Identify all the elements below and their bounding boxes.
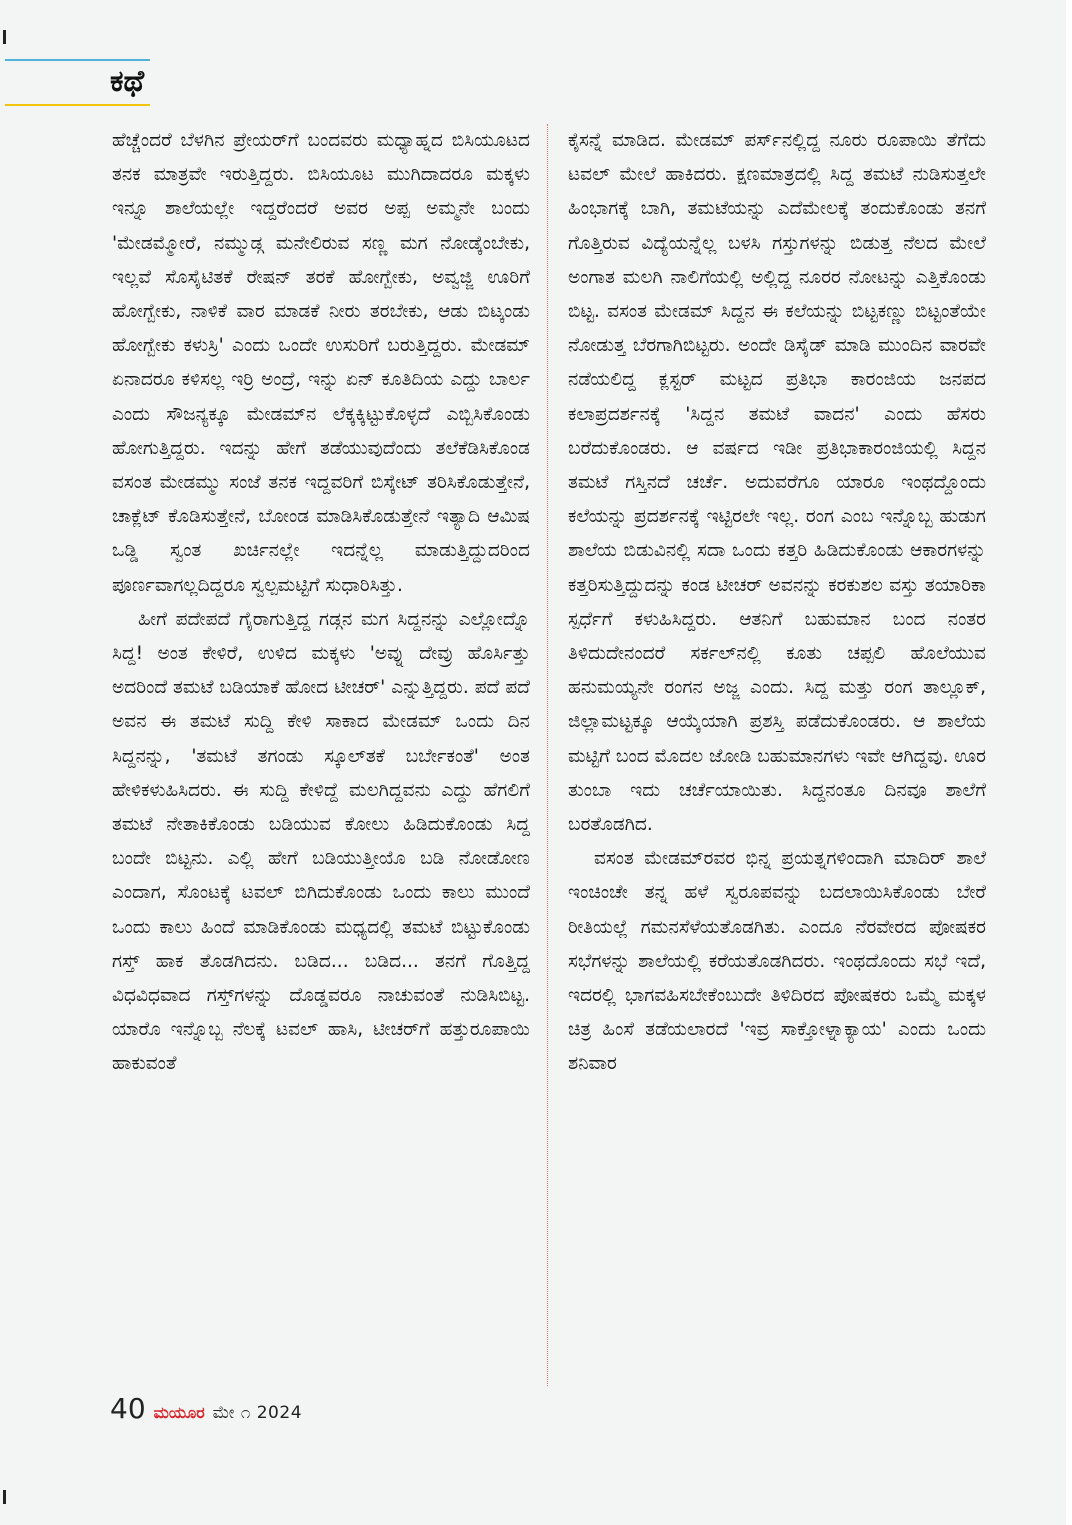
page-footer (110, 1392, 302, 1426)
paragraph: ವಸಂತ ಮೇಡಮ್‌ರವರ ಭಿನ್ನ ಪ್ರಯತ್ನಗಳಿಂದಾಗಿ ಮಾದಿರ್ ಶಾಲೆ ಇಂಚಿಂಚೇ ತನ್ನ ಹಳೆ ಸ್ವರೂಪವನ್ನು ಬದಲಾಯಿಸಿಕೊಂಡು ಬೇರೆ ರೀತಿಯಲ್ಲೆ ಗಮನಸೆಳೆಯತೊಡಗಿತು. ಎಂದೂ ನೆರವೇರದ ಪೋಷಕರ ಸಭೆಗಳನ್ನು ಶಾಲೆಯಲ್ಲಿ ಕರೆಯತೊಡಗಿದರು. ಇಂಥದೊಂದು ಸಭೆ ಇದೆ, ಇದರಲ್ಲಿ ಭಾಗವಹಿಸಬೇಕೆಂಬುದೇ ತಿಳಿದಿರದ ಪೋಷಕರು ಒಮ್ಮೆ ಮಕ್ಕಳ ಚಿತ್ರ ಹಿಂಸೆ ತಡೆಯಲಾರದೆ 'ಇವ್ರ ಸಾಕ್ತೋಳ್ನಾಕ್ಯಾಯ' ಎಂದು ಒಂದು ಶನಿವಾರ (568, 848, 986, 1075)
paragraph: ಹೆಚ್ಚೆಂದರೆ ಬೆಳಗಿನ ಪ್ರೇಯರ್‌ಗೆ ಬಂದವರು ಮಧ್ಯಾಹ್ನದ ಬಿಸಿಯೂಟದ ತನಕ ಮಾತ್ರವೇ ಇರುತ್ತಿದ್ದರು. ಬಿಸಿಯೂಟ ಮುಗಿದಾದರೂ ಮಕ್ಕಳು ಇನ್ನೂ ಶಾಲೆಯಲ್ಲೇ ಇದ್ದರೆಂದರೆ ಅವರ ಅಪ್ಪ ಅಮ್ಮನೇ ಬಂದು 'ಮೇಡಮ್ಮೋರೆ, ನಮ್ಮುಡ್ಗ ಮನೇಲಿರುವ ಸಣ್ಣ ಮಗ ನೋಡ್ಕೆಂಬೇಕು, ಇಲ್ಲವೆ ಸೊಸೈಟಿತಕೆ ರೇಷನ್ ತರಕೆ ಹೋಗ್ಬೇಕು, ಅವ್ವಜ್ಜಿ ಊರಿಗೆ ಹೋಗ್ಬೇಕು, ನಾಳಿಕೆ ವಾರ ಮಾಡಕೆ ನೀರು ತರಬೇಕು, ಆಡು ಬಿಟ್ಕಂಡು ಹೋಗ್ಬೇಕು ಕಳುಸ್ರಿ' ಎಂದು ಒಂದೇ ಉಸುರಿಗೆ ಬರುತ್ತಿದ್ದರು. ಮೇಡಮ್ ಏನಾದರೂ ಕಳಿಸಲ್ಲ ಇರ್ರಿ ಅಂದ್ರೆ, ಇನ್ನು ಏನ್ ಕೂತಿದಿಯ ಎದ್ದು ಬಾರ್ಲ ಎಂದು ಸೌಜನ್ಯಕ್ಕೂ ಮೇಡಮ್‌ನ ಲೆಕ್ಕಕ್ಕಿಟ್ಟುಕೊಳ್ಳದೆ ಎಬ್ಬಿಸಿಕೊಂಡು ಹೋಗುತ್ತಿದ್ದರು. ಇದನ್ನು ಹೇಗೆ ತಡೆಯುವುದೆಂದು ತಲೆಕೆಡಿಸಿಕೊಂಡ ವಸಂತ ಮೇಡಮ್ಮು ಸಂಜೆ ತನಕ ಇದ್ದವರಿಗೆ ಬಿಸ್ಕೇಟ್ ತರಿಸಿಕೊಡುತ್ತೇನೆ, ಚಾಕ್ಲೆಟ್ ಕೊಡಿಸುತ್ತೇನೆ, ಬೋಂಡ ಮಾಡಿಸಿಕೊಡುತ್ತೇನೆ ಇತ್ಯಾದಿ ಆಮಿಷ ಒಡ್ಡಿ ಸ್ವಂತ ಖರ್ಚಿನಲ್ಲೇ ಇದನ್ನೆಲ್ಲ ಮಾಡುತ್ತಿದ್ದುದರಿಂದ ಪೂರ್ಣವಾಗಲ್ಲದಿದ್ದರೂ ಸ್ವಲ್ಪಮಟ್ಟಿಗೆ ಸುಧಾರಿಸಿತ್ತು. (112, 130, 530, 596)
page-number: 40 (110, 1392, 146, 1425)
page-edge (1066, 0, 1072, 1525)
magazine-logo: ಮಯೂರ (153, 1403, 205, 1422)
section-title: ಕಥೆ (110, 64, 145, 99)
paragraph: ಕೈಸನ್ನೆ ಮಾಡಿದ. ಮೇಡಮ್ ಪರ್ಸ್‌ನಲ್ಲಿದ್ದ ನೂರು ರೂಪಾಯಿ ತೆಗೆದು ಟವಲ್ ಮೇಲೆ ಹಾಕಿದರು. ಕ್ಷಣಮಾತ್ರದಲ್ಲಿ ಸಿದ್ದ ತಮಟೆ ನುಡಿಸುತ್ತಲೇ ಹಿಂಭಾಗಕ್ಕೆ ಬಾಗಿ, ತಮಟೆಯನ್ನು ಎದೆಮೇಲಕ್ಕೆ ತಂದುಕೊಂಡು ತನಗೆ ಗೊತ್ತಿರುವ ವಿದ್ಯೆಯನ್ನೆಲ್ಲ ಬಳಸಿ ಗಸ್ತುಗಳನ್ನು ಬಿಡುತ್ತ ನೆಲದ ಮೇಲೆ ಅಂಗಾತ ಮಲಗಿ ನಾಲಿಗೆಯಲ್ಲಿ ಅಲ್ಲಿದ್ದ ನೂರರ ನೋಟನ್ನು ಎತ್ತಿಕೊಂಡು ಬಿಟ್ಟ. ವಸಂತ ಮೇಡಮ್ ಸಿದ್ದನ ಈ ಕಲೆಯನ್ನು ಬಿಟ್ಟಕಣ್ಣು ಬಿಟ್ಟಂತೆಯೇ ನೋಡುತ್ತ ಬೆರಗಾಗಿಬಿಟ್ಟರು. ಅಂದೇ ಡಿಸೈಡ್ ಮಾಡಿ ಮುಂದಿನ ವಾರವೇ ನಡೆಯಲಿದ್ದ ಕ್ಲಸ್ಟರ್ ಮಟ್ಟದ ಪ್ರತಿಭಾ ಕಾರಂಜಿಯ ಜನಪದ ಕಲಾಪ್ರದರ್ಶನಕ್ಕೆ 'ಸಿದ್ದನ ತಮಟೆ ವಾದನ' ಎಂದು ಹೆಸರು ಬರೆದುಕೊಂಡರು. ಆ ವರ್ಷದ ಇಡೀ ಪ್ರತಿಭಾಕಾರಂಜಿಯಲ್ಲಿ ಸಿದ್ದನ ತಮಟೆ ಗಸ್ತಿನದೆ ಚರ್ಚೆ. ಅದುವರೆಗೂ ಯಾರೂ ಇಂಥದ್ದೊಂದು ಕಲೆಯನ್ನು ಪ್ರದರ್ಶನಕ್ಕೆ ಇಟ್ಟಿರಲೇ ಇಲ್ಲ. ರಂಗ ಎಂಬ ಇನ್ನೊಬ್ಬ ಹುಡುಗ ಶಾಲೆಯ ಬಿಡುವಿನಲ್ಲಿ ಸದಾ ಒಂದು ಕತ್ತರಿ ಹಿಡಿದುಕೊಂಡು ಆಕಾರಗಳನ್ನು ಕತ್ತರಿಸುತ್ತಿದ್ದುದನ್ನು ಕಂಡ ಟೀಚರ್ ಅವನನ್ನು ಕರಕುಶಲ ವಸ್ತು ತಯಾರಿಕಾ ಸ್ಪರ್ಧೆಗೆ ಕಳುಹಿಸಿದ್ದರು. ಆತನಿಗೆ ಬಹುಮಾನ ಬಂದ ನಂತರ ತಿಳಿದುದೇನಂದರೆ ಸರ್ಕಲ್‌ನಲ್ಲಿ ಕೂತು ಚಪ್ಪಲಿ ಹೊಲೆಯುವ ಹನುಮಯ್ಯನೇ ರಂಗನ ಅಜ್ಜ ಎಂದು. ಸಿದ್ದ ಮತ್ತು ರಂಗ ತಾಲ್ಲೂಕ್, ಜಿಲ್ಲಾಮಟ್ಟಕ್ಕೂ ಆಯ್ಕೆಯಾಗಿ ಪ್ರಶಸ್ತಿ ಪಡೆದುಕೊಂಡರು. ಆ ಶಾಲೆಯ ಮಟ್ಟಿಗೆ ಬಂದ ಮೊದಲ ಜೋಡಿ ಬಹುಮಾನಗಳು ಇವೇ ಆಗಿದ್ದವು. ಊರ ತುಂಬಾ ಇದು ಚರ್ಚೆಯಾಯಿತು. ಸಿದ್ದನಂತೂ ದಿನವೂ ಶಾಲೆಗೆ ಬರತೊಡಗಿದ. (568, 130, 986, 836)
crop-mark-top (3, 30, 6, 44)
left-column (112, 124, 530, 1082)
crop-mark-bottom (3, 1490, 6, 1504)
issue-date: ಮೇ ೧ 2024 (212, 1403, 303, 1423)
section-header-rule-top (5, 59, 150, 61)
paragraph: ಹೀಗೆ ಪದೇಪದೆ ಗೈರಾಗುತ್ತಿದ್ದ ಗಡ್ಗನ ಮಗ ಸಿದ್ದನನ್ನು ಎಲ್ಲೋದ್ನೊ ಸಿದ್ದ! ಅಂತ ಕೇಳಿರೆ, ಉಳಿದ ಮಕ್ಕಳು 'ಅವ್ನು ದೇವ್ರು ಹೊರ್ಸಿತ್ತು ಅದರಿಂದೆ ತಮಟೆ ಬಡಿಯಾಕೆ ಹೋದ ಟೀಚರ್' ಎನ್ನುತ್ತಿದ್ದರು. ಪದೆ ಪದೆ ಅವನ ಈ ತಮಟೆ ಸುದ್ದಿ ಕೇಳಿ ಸಾಕಾದ ಮೇಡಮ್ ಒಂದು ದಿನ ಸಿದ್ದನನ್ನು, 'ತಮಟೆ ತಗಂಡು ಸ್ಕೂಲ್‌ತಕೆ ಬರ್ಬೇಕಂತೆ' ಅಂತ ಹೇಳಿಕಳುಹಿಸಿದರು. ಈ ಸುದ್ದಿ ಕೇಳಿದ್ದೆ ಮಲಗಿದ್ದವನು ಎದ್ದು ಹೆಗಲಿಗೆ ತಮಟೆ ನೇತಾಕಿಕೊಂಡು ಬಡಿಯುವ ಕೋಲು ಹಿಡಿದುಕೊಂಡು ಸಿದ್ದ ಬಂದೇ ಬಿಟ್ಟನು. ಎಲ್ಲಿ ಹೇಗೆ ಬಡಿಯುತ್ತೀಯೊ ಬಡಿ ನೋಡೋಣ ಎಂದಾಗ, ಸೊಂಟಕ್ಕೆ ಟವಲ್ ಬಿಗಿದುಕೊಂಡು ಒಂದು ಕಾಲು ಮುಂದೆ ಒಂದು ಕಾಲು ಹಿಂದೆ ಮಾಡಿಕೊಂಡು ಮಧ್ಯದಲ್ಲಿ ತಮಟೆ ಬಿಟ್ಟುಕೊಂಡು ಗಸ್ತ್ ಹಾಕ ತೊಡಗಿದನು. ಬಡಿದ... ಬಡಿದ... ತನಗೆ ಗೊತ್ತಿದ್ದ ವಿಧವಿಧವಾದ ಗಸ್ತ್‌ಗಳನ್ನು ದೊಡ್ಡವರೂ ನಾಚುವಂತೆ ನುಡಿಸಿಬಿಟ್ಟ. ಯಾರೊ ಇನ್ನೊಬ್ಬ ನೆಲಕ್ಕೆ ಟವಲ್ ಹಾಸಿ, ಟೀಚರ್‌ಗೆ ಹತ್ತುರೂಪಾಯಿ ಹಾಕುವಂತೆ (112, 608, 530, 1075)
section-header-rule-bottom (5, 104, 150, 106)
right-column (568, 124, 986, 1082)
column-divider (547, 124, 548, 1386)
